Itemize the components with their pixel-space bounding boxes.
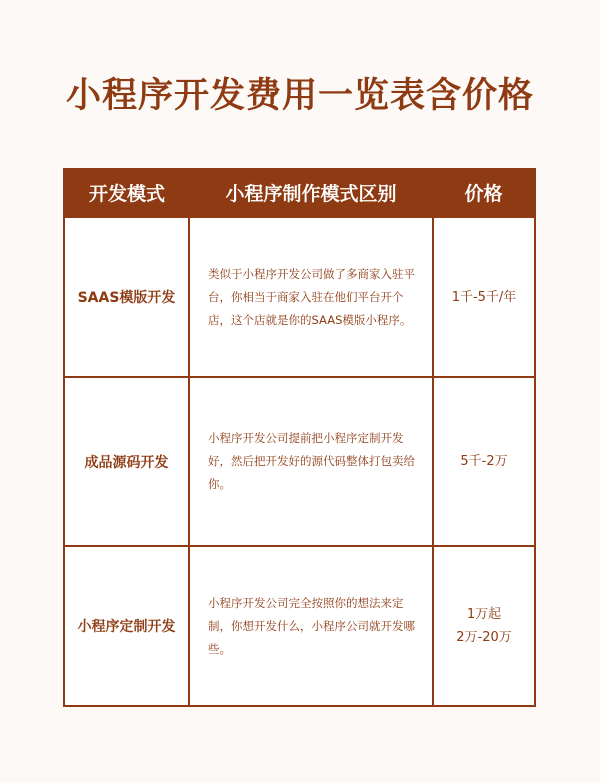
mode-cell: 成品源码开发: [84, 454, 169, 471]
price-text: 1万起: [466, 607, 502, 622]
page-title: 小程序开发费用一览表含价格: [65, 76, 534, 116]
price-cell: [434, 218, 534, 376]
mode-cell: SAAS模版开发: [77, 290, 176, 306]
price-cell: [434, 378, 534, 545]
header-mode: 开发模式: [88, 183, 165, 205]
table-row: [65, 218, 534, 376]
table-row: [65, 547, 534, 705]
price-text: 1千-5千/年: [451, 289, 517, 305]
description-cell: [190, 218, 432, 376]
description-cell: [190, 378, 432, 545]
description-text: 小程序开发公司提前把小程序定制开发好，然后把开发好的源代码整体打包卖给你。: [208, 431, 415, 491]
table-header: [65, 170, 534, 218]
price-cell: [434, 547, 534, 705]
header-price: 价格: [464, 183, 503, 205]
description-cell: [190, 547, 432, 705]
mode-cell: 小程序定制开发: [77, 619, 176, 635]
header-difference: 小程序制作模式区别: [225, 183, 397, 205]
price-text: 2万-20万: [456, 630, 512, 645]
description-text: 类似于小程序开发公司做了多商家入驻平台，你相当于商家入驻在他们平台开个店，这个店就是你的SAAS模版小程序。: [208, 266, 415, 327]
description-text: 小程序开发公司完全按照你的想法来定制，你想开发什么，小程序公司就开发哪些。: [208, 595, 415, 656]
price-text: 5千-2万: [460, 454, 508, 469]
table-row: [65, 378, 534, 545]
pricing-table: [63, 168, 536, 707]
